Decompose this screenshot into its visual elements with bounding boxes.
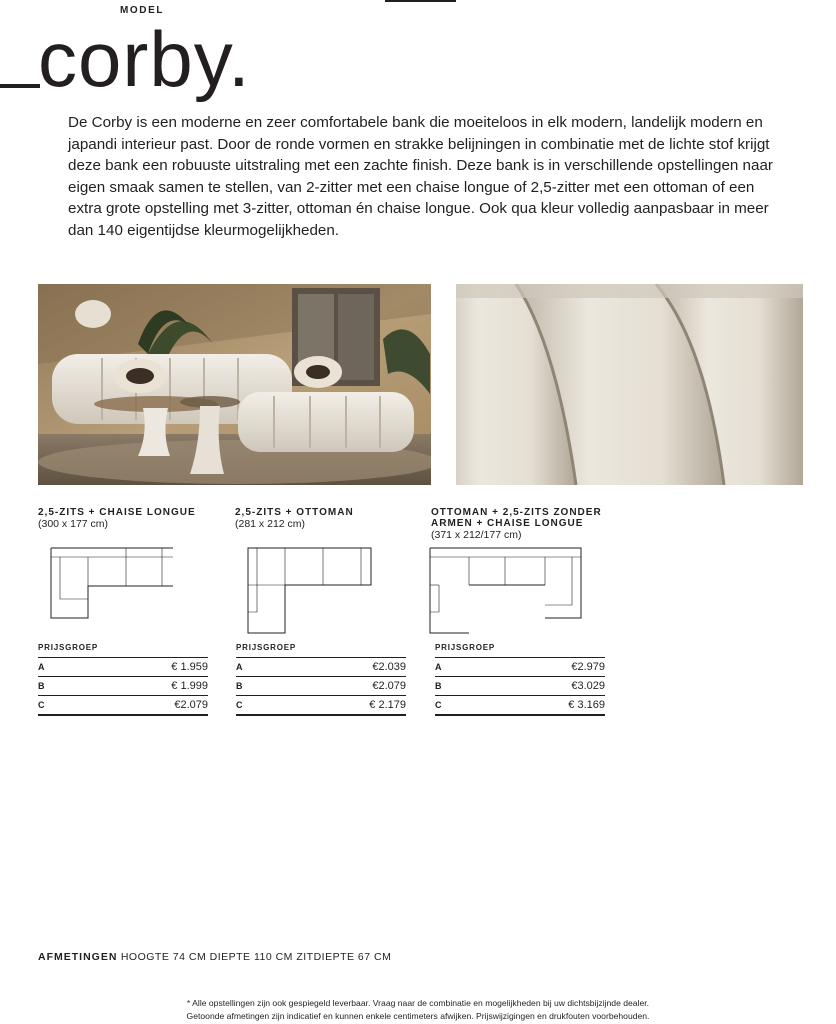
price-group: C [435, 700, 442, 710]
price-value: € 1.959 [171, 661, 208, 673]
price-value: € 1.999 [171, 680, 208, 692]
price-table-2-header: PRIJSGROEP [236, 643, 406, 658]
price-group: A [38, 662, 45, 672]
price-table-1 [38, 643, 208, 716]
config-3-size: (371 x 212/177 cm) [431, 529, 522, 541]
dimensions-line [38, 951, 391, 963]
config-2-size: (281 x 212 cm) [235, 518, 306, 530]
price-row [38, 658, 208, 677]
intro-paragraph: De Corby is een moderne en zeer comfortabele bank die moeiteloos in elk modern, landelijk modern en japandi interieur past. Door de ronde vormen en strakke belijningen in combinatie met de lichte stof krijgt deze bank een robuuste uitstraling met een zachte finish. Deze bank is in verschillende opstellingen naar eigen smaak samen te stellen, van 2-zitter met een chaise longue of 2,5-zitter met een ottoman of een extra grote opstelling met 3-zitter, ottoman én chaise longue. Ook qua kleur volledig aanpasbaar in meer dan 140 eigentijdse kleurmogelijkheden. [68, 114, 773, 239]
dimensions-value: HOOGTE 74 CM DIEPTE 110 CM ZITDIEPTE 67 CM [120, 951, 392, 963]
footnote [60, 997, 776, 1023]
price-value: €3.029 [571, 680, 605, 692]
price-row [435, 658, 605, 677]
price-group: C [236, 700, 243, 710]
price-row [435, 677, 605, 696]
price-group: B [435, 681, 442, 691]
config-3-name: OTTOMAN + 2,5-ZITS ZONDER ARMEN + CHAISE LONGUE [431, 507, 602, 529]
price-table-3-header: PRIJSGROEP [435, 643, 605, 658]
price-table-3 [435, 643, 605, 716]
price-table-2 [236, 643, 406, 716]
price-value: €2.079 [372, 680, 406, 692]
config-3 [431, 507, 611, 541]
room-photo-image [38, 284, 431, 485]
price-row [236, 696, 406, 716]
config-2-diagram [247, 547, 373, 635]
price-group: B [38, 681, 45, 691]
price-value: € 2.179 [369, 699, 406, 711]
config-2-name: 2,5-ZITS + OTTOMAN [235, 507, 354, 518]
config-2 [235, 507, 425, 530]
dimensions-label: AFMETINGEN [38, 951, 118, 963]
price-group: A [236, 662, 243, 672]
room-photo [38, 284, 431, 485]
price-value: €2.079 [174, 699, 208, 711]
price-group: A [435, 662, 442, 672]
config-1-name: 2,5-ZITS + CHAISE LONGUE [38, 507, 196, 518]
title-dash [0, 84, 40, 88]
config-1 [38, 507, 228, 530]
page-title: corby. [38, 15, 251, 103]
price-row [435, 696, 605, 716]
config-1-size: (300 x 177 cm) [38, 518, 109, 530]
fabric-detail-photo [456, 284, 803, 485]
footnote-line-2: Getoonde afmetingen zijn indicatief en kunnen enkele centimeters afwijken. Prijswijzigingen en drukfouten voorbehouden. [186, 1011, 650, 1021]
price-value: €2.979 [571, 661, 605, 673]
price-table-1-header: PRIJSGROEP [38, 643, 208, 658]
price-row [236, 658, 406, 677]
footnote-line-1: * Alle opstellingen zijn ook gespiegeld leverbaar. Vraag naar de combinatie en mogelijkheden bij uw dichtsbijzijnde dealer. [186, 998, 650, 1008]
model-label: MODEL [120, 5, 165, 16]
price-value: €2.039 [372, 661, 406, 673]
price-row [38, 677, 208, 696]
top-rule [385, 0, 456, 2]
price-row [236, 677, 406, 696]
price-group: B [236, 681, 243, 691]
config-3-diagram [429, 547, 583, 635]
price-row [38, 696, 208, 716]
price-group: C [38, 700, 45, 710]
price-value: € 3.169 [568, 699, 605, 711]
config-1-diagram [50, 547, 175, 619]
fabric-detail-image [456, 284, 803, 485]
